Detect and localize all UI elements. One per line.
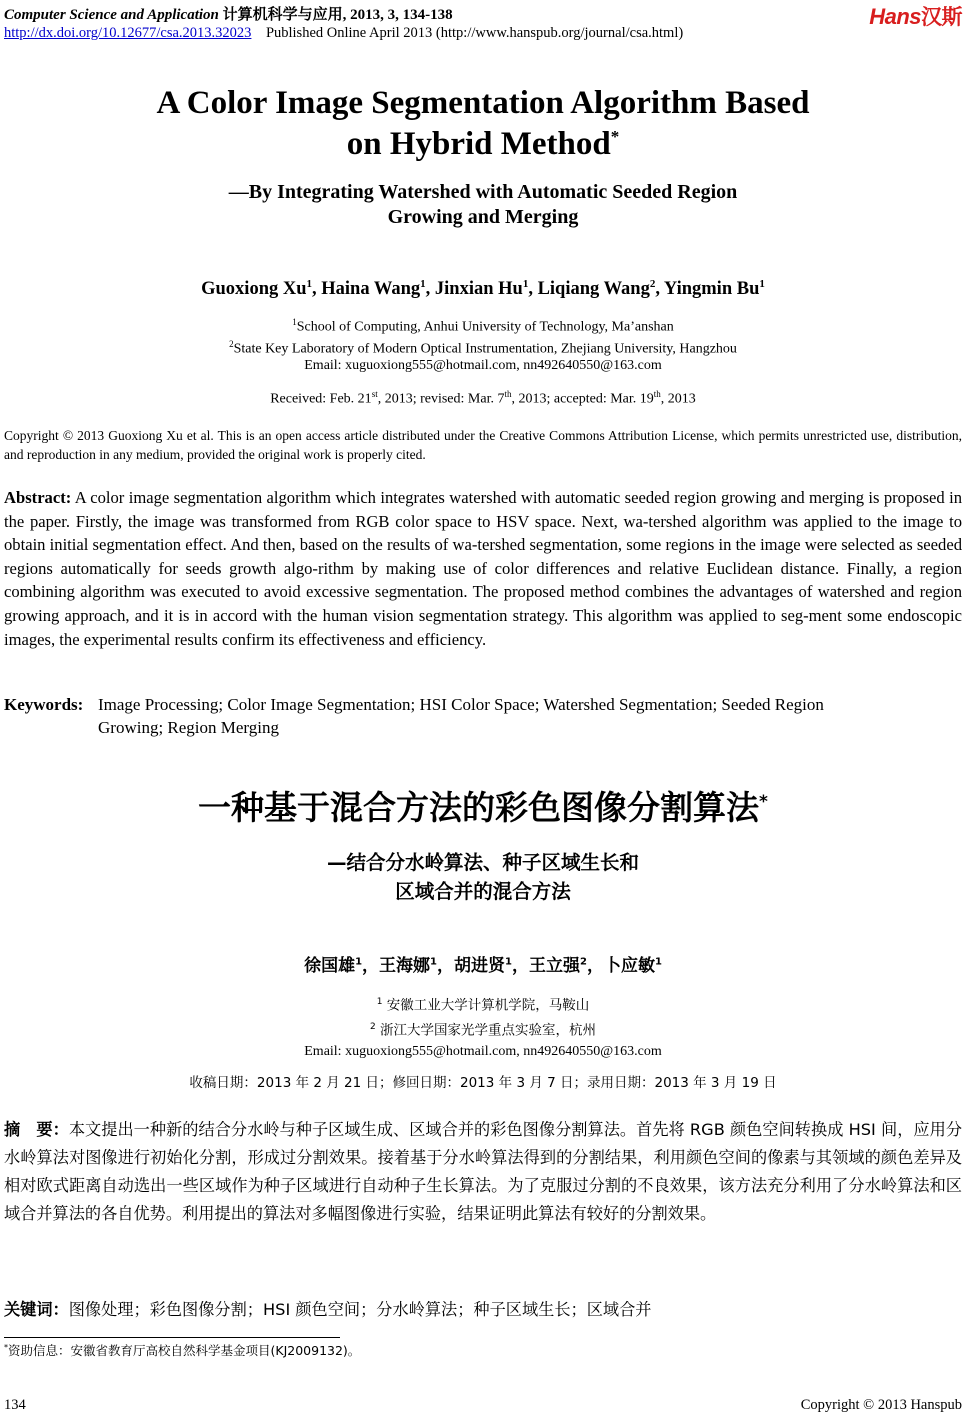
author-sep: , xyxy=(528,279,538,300)
page-number: 134 xyxy=(4,1397,26,1413)
published-online: Published Online April 2013 (http://www.hanspub.org/journal/csa.html) xyxy=(265,25,684,41)
author-affil: 1 xyxy=(420,278,426,290)
author-en-2 xyxy=(321,279,435,299)
affiliation-cn-1: $^1$ 安徽工业大学计算机学院，马鞍山 xyxy=(376,997,590,1014)
author-sep: , xyxy=(312,279,322,300)
subtitle-line-2: Growing and Merging xyxy=(387,206,579,228)
abstract-cn xyxy=(4,1116,962,1228)
affiliation-1: $^1$School of Computing, Anhui University of Technology, Ma’anshan xyxy=(292,317,674,335)
doi-line xyxy=(4,25,683,42)
author-cn-1: 徐国雄$^1$， xyxy=(304,956,380,976)
footnote-rule xyxy=(4,1337,340,1338)
abstract-en xyxy=(4,486,962,651)
title-line-1: A Color Image Segmentation Algorithm Based xyxy=(156,85,810,121)
funding-footnote xyxy=(4,1341,360,1359)
email-en: Email: xuguoxiong555@hotmail.com, nn492640550@163.com xyxy=(304,358,662,374)
author-cn-4: 王立强$^2$， xyxy=(528,956,604,976)
english-subtitle xyxy=(0,180,966,230)
journal-name-cn: 计算机科学与应用 xyxy=(222,7,343,23)
abstract-cn-label: 摘 要： xyxy=(4,1120,69,1139)
doi-link[interactable]: http://dx.doi.org/10.12677/csa.2013.32023 xyxy=(4,25,252,41)
author-name: Jinxian Hu xyxy=(434,279,523,300)
keywords-en xyxy=(4,693,962,739)
chinese-subtitle-line-1: —结合分水岭算法、种子区域生长和 xyxy=(326,851,639,874)
english-title xyxy=(0,83,966,165)
author-affil: 1 xyxy=(522,278,529,290)
chinese-title-mark: * xyxy=(759,792,768,812)
title-footnote-mark: * xyxy=(610,127,620,146)
footnote-mark: * xyxy=(4,1342,8,1352)
author-name: Haina Wang xyxy=(321,279,421,300)
author-name: Guoxiong Xu xyxy=(201,279,307,300)
author-en-3 xyxy=(435,279,538,299)
copyright-notice: Copyright © 2013 Guoxiong Xu et al. This is an open access article distributed under the Creative Commons Attribution License, which permits unrestricted use, distribution, and reproduction in any medium, provided the original work is properly cited. xyxy=(4,428,962,462)
received-dates-en: Received: Feb. 21st, 2013; revised: Mar. 7th, 2013; accepted: Mar. 19th, 2013 xyxy=(270,389,696,407)
author-en-1 xyxy=(201,279,321,299)
chinese-authors xyxy=(0,951,966,976)
author-sep: , xyxy=(425,279,435,300)
keywords-label: Keywords: xyxy=(4,695,84,714)
journal-name: Computer Science and Application xyxy=(4,7,219,23)
received-dates-cn: 收稿日期：2013 年 2 月 21 日；修回日期：2013 年 3 月 7 日；录用日期：2013 年 3 月 19 日 xyxy=(189,1075,777,1091)
hans-logo xyxy=(869,1,962,31)
abstract-text: A color image segmentation algorithm which integrates watershed with automatic seeded region growing and merging is proposed in the paper. Firstly, the image was transformed from RGB color space to HSV space. Next, wa-tershed algorithm was applied to the image to obtain initial segmentation effect. And then, based on the results of wa-tershed segmentation, some regions in the image were selected as seeded regions automatically for seeds growth algo-rithm by making use of color differences and relative Euclidean distance. Finally, a region combining algorithm was executed to avoid excessive segmentation. The proposed method combines the advantages of watershed and region growing approach, and it is in accord with the human vision segmentation strategy. This algorithm was applied to seg-ment some endoscopic images, the experimental results confirm its effectiveness and efficiency. xyxy=(4,488,962,649)
chinese-affiliations xyxy=(0,992,966,1062)
keywords-cn xyxy=(4,1296,652,1320)
author-cn-5: 卜应敏$^1$ xyxy=(603,956,662,976)
chinese-title xyxy=(0,786,966,830)
footer-copyright: Copyright © 2013 Hanspub xyxy=(800,1397,962,1413)
author-name: Yingmin Bu xyxy=(663,279,760,300)
chinese-title-text: 一种基于混合方法的彩色图像分割算法 xyxy=(198,788,760,827)
english-affiliations xyxy=(0,314,966,374)
journal-header xyxy=(4,3,453,24)
author-en-5 xyxy=(664,279,765,299)
author-cn-3: 胡进贤$^1$， xyxy=(454,956,529,976)
keywords-line-2: Growing; Region Merging xyxy=(98,718,280,737)
footnote-text: 资助信息：安徽省教育厅高校自然科学基金项目(KJ2009132)。 xyxy=(8,1343,361,1358)
abstract-label: Abstract: xyxy=(4,488,72,507)
keywords-line-1: Image Processing; Color Image Segmentation; HSI Color Space; Watershed Segmentation; Seeded Region xyxy=(98,695,824,714)
author-cn-2: 王海娜$^1$， xyxy=(379,956,455,976)
journal-volume: , 2013, 3, 134-138 xyxy=(342,7,453,23)
author-sep: , xyxy=(655,279,664,300)
author-name: Liqiang Wang xyxy=(537,279,650,300)
logo-text-cn: 汉斯 xyxy=(921,6,962,29)
author-affil: 1 xyxy=(306,278,313,290)
chinese-subtitle-line-2: 区域合并的混合方法 xyxy=(395,880,571,903)
keywords-cn-label: 关键词： xyxy=(4,1300,69,1319)
affiliation-2: $^2$State Key Laboratory of Modern Optical Instrumentation, Zhejiang University, Hangzhou xyxy=(229,338,737,357)
subtitle-line-1: —By Integrating Watershed with Automatic Seeded Region xyxy=(228,181,738,203)
logo-text-en: Hans xyxy=(869,4,921,29)
title-line-2: on Hybrid Method xyxy=(346,126,611,162)
keywords-cn-text: 图像处理；彩色图像分割；HSI 颜色空间；分水岭算法；种子区域生长；区域合并 xyxy=(68,1300,652,1319)
author-affil: 2 xyxy=(649,278,656,290)
affiliation-cn-2: $^2$ 浙江大学国家光学重点实验室，杭州 xyxy=(369,1021,597,1038)
author-en-4 xyxy=(538,279,664,299)
email-cn: Email: xuguoxiong555@hotmail.com, nn492640550@163.com xyxy=(304,1044,662,1059)
chinese-subtitle xyxy=(0,848,966,906)
author-affil: 1 xyxy=(759,278,765,290)
english-authors xyxy=(0,278,966,300)
abstract-cn-text: 本文提出一种新的结合分水岭与种子区域生成、区域合并的彩色图像分割算法。首先将 RGB 颜色空间转换成 HSI 间，应用分水岭算法对图像进行初始化分割，形成过分割效果。接着基于分水岭算法得到的分割结果，利用颜色空间的像素与其领域的颜色差异及相对欧式距离自动选出一些区域作为种子区域进行自动种子生长算法。为了克服过分割的不良效果，该方法充分利用了分水岭算法和区域合并算法的各自优势。利用提出的算法对多幅图像进行实验，结果证明此算法有较好的分割效果。 xyxy=(4,1120,963,1223)
